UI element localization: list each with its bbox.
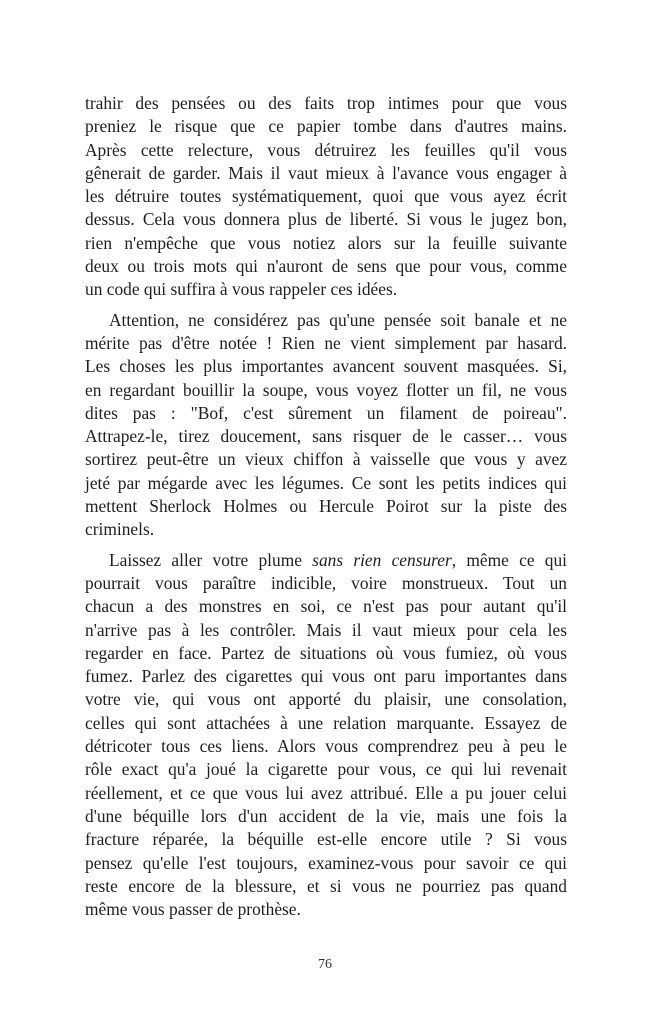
text-line: Les choses les plus importantes avancent souvent masquées. Si, — [85, 356, 567, 377]
text-line: Attention, ne considérez pas qu'une pensée soit banale et ne — [109, 309, 567, 330]
italic-emphasis: sans rien censurer — [312, 549, 452, 570]
text-line: trahir des pensées ou des faits trop intimes pour que vous — [85, 93, 567, 113]
text-line: dites pas : "Bof, c'est sûrement un filament de poireau". — [85, 402, 567, 423]
text-line: jeté par mégarde avec les légumes. Ce sont les petits indices qui — [85, 472, 567, 493]
text-line: votre vie, qui vous ont apporté du plaisir, une consolation, — [85, 689, 567, 710]
text-line: fumez. Parlez des cigarettes qui vous ont paru importantes dans — [85, 666, 567, 687]
text-line: criminels. — [85, 519, 155, 540]
text-line: pourrait vous paraître indicible, voire monstrueux. Tout un — [85, 572, 567, 593]
text-line: n'arrive pas à les contrôler. Mais il vaut mieux pour cela les — [85, 619, 567, 640]
text-line: détricoter tous ces liens. Alors vous comprendrez peu à peu le — [85, 736, 567, 757]
text-line: sortirez peut-être un vieux chiffon à vaisselle que vous y avez — [85, 449, 567, 470]
text-line: d'une béquille lors d'un accident de la vie, mais une fois la — [85, 805, 567, 826]
text-line: regarder en face. Partez de situations où vous fumiez, où vous — [85, 642, 567, 663]
text-line: rien n'empêche que vous notiez alors sur la feuille suivante — [85, 232, 567, 253]
paragraph-2 — [85, 309, 567, 542]
text-line: mérite pas d'être notée ! Rien ne vient simplement par hasard. — [85, 332, 567, 353]
text-line: fracture réparée, la béquille est-elle encore utile ? Si vous — [85, 829, 567, 850]
text-run: Laissez aller votre plume — [109, 549, 313, 570]
text-line — [85, 549, 567, 572]
text-line: les détruire toutes systématiquement, quoi que vous ayez écrit — [85, 186, 567, 207]
text-run: , même ce qui — [451, 549, 567, 570]
text-line: Attrapez-le, tirez doucement, sans risquer de le casser… vous — [85, 426, 567, 447]
text-line: deux ou trois mots qui n'auront de sens que pour vous, comme — [85, 256, 567, 277]
text-line: mettent Sherlock Holmes ou Hercule Poirot sur la piste des — [85, 496, 567, 517]
text-line: Après cette relecture, vous détruirez les feuilles qu'il vous — [85, 139, 567, 160]
text-line: dessus. Cela vous donnera plus de liberté. Si vous le jugez bon, — [85, 209, 567, 230]
paragraph-1 — [85, 92, 567, 302]
text-line: un code qui suffira à vous rappeler ces idées. — [85, 279, 398, 300]
text-line: gênerait de garder. Mais il vaut mieux à l'avance vous engager à — [85, 162, 567, 183]
text-line: même vous passer de prothèse. — [85, 899, 301, 920]
page-number: 76 — [318, 957, 332, 972]
text-line: chacun a des monstres en soi, ce n'est pas pour autant qu'il — [85, 596, 567, 617]
text-line: reste encore de la blessure, et si vous ne pourriez pas quand — [85, 875, 567, 896]
text-line: en regardant bouillir la soupe, vous voyez flotter un fil, ne vous — [85, 379, 567, 400]
text-line: preniez le risque que ce papier tombe dans d'autres mains. — [85, 116, 567, 137]
text-line: réellement, et ce que vous lui avez attribué. Elle a pu jouer celui — [85, 782, 567, 803]
paragraph-3 — [85, 549, 567, 922]
text-line: celles qui sont attachées à une relation marquante. Essayez de — [85, 712, 567, 733]
page-body — [85, 92, 567, 921]
text-line: rôle exact qu'a joué la cigarette pour vous, ce qui lui revenait — [85, 759, 567, 780]
text-line: pensez qu'elle l'est toujours, examinez-vous pour savoir ce qui — [85, 852, 567, 873]
